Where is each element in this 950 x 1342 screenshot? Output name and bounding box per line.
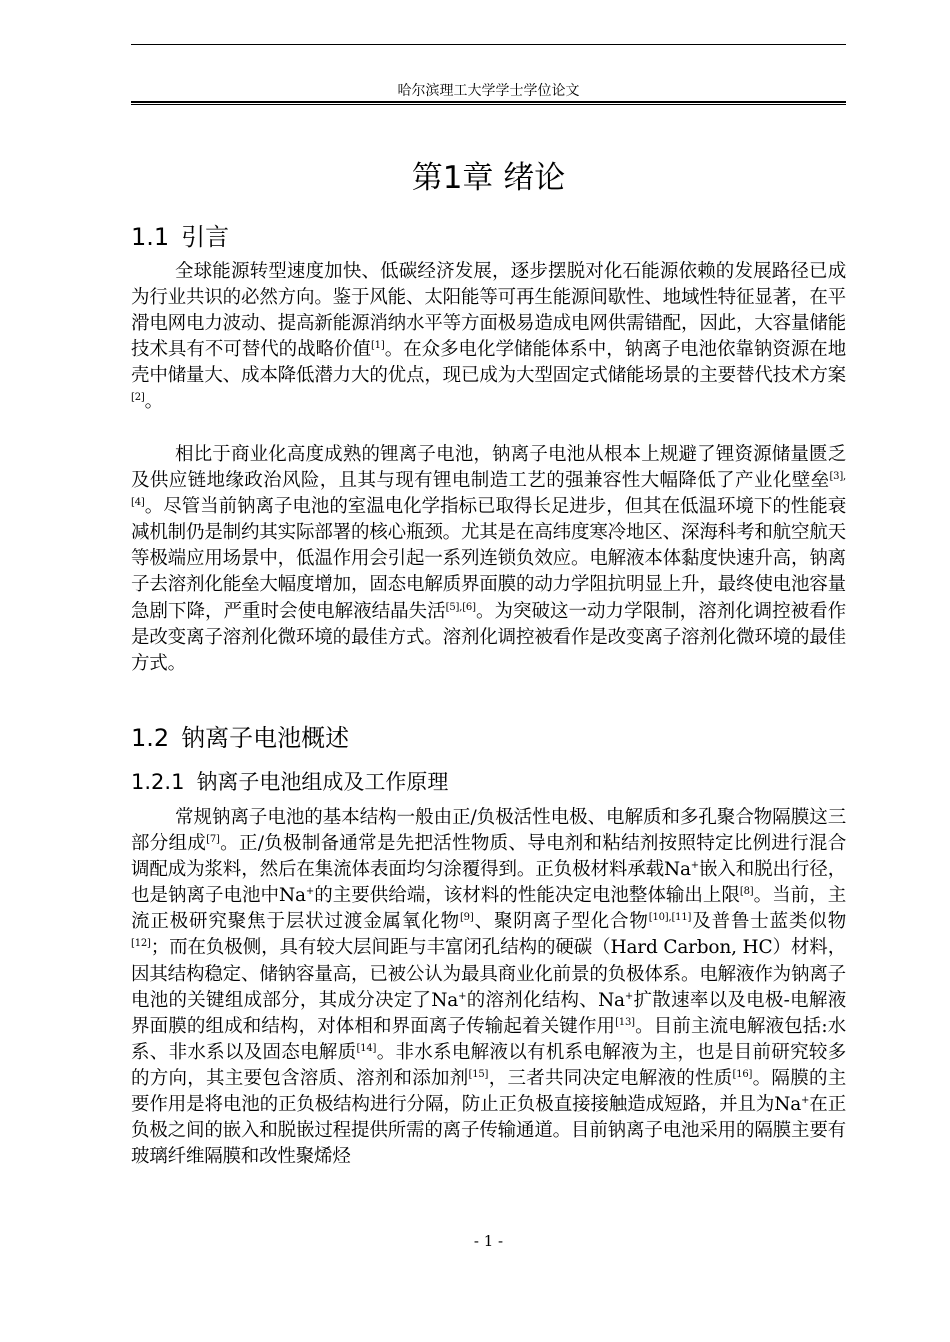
paragraph-text: 嵌入和脱出行径，也是钠离子电池中Na bbox=[131, 859, 846, 907]
page-number: - 1 - bbox=[473, 1232, 504, 1250]
citation: [16] bbox=[732, 1068, 753, 1080]
paragraph-text: ，三者共同决定电解液的性质 bbox=[488, 1067, 733, 1089]
paragraph-text: 。隔膜的主要作用是将电池的正负极结构进行分隔，防止正负极直接接触造成短路，并且为Na bbox=[131, 1067, 846, 1116]
section-number: 1.2.1 bbox=[131, 770, 185, 794]
paragraph-text: 相比于商业化高度成熟的锂离子电池，钠离子电池从根本上规避了锂资源储量匮乏及供应链地缘政治风险，且其与现有锂电制造工艺的强兼容性大幅降低了产业化壁垒 bbox=[131, 444, 846, 492]
citation: [2] bbox=[131, 392, 145, 404]
paragraph-text: 。为突破这一动力学限制，溶剂化调控被看作是改变离子溶剂化微环境的最佳方式。溶剂化调控被看作是改变离子溶剂化微环境的最佳方式。 bbox=[131, 600, 846, 674]
paragraph-text: ；而在负极侧，具有较大层间距与丰富闭孔结构的硬碳（Hard Carbon, HC）材料，因其结构稳定、储钠容量高，已被公认为最具商业化前景的负极体系。电解液作为钠离子电池的关键组成部分，其成分决定了Na bbox=[131, 937, 846, 1011]
citation: [8] bbox=[739, 886, 754, 898]
superscript-charge: + bbox=[458, 990, 467, 1002]
paragraph-text: 。尽管当前钠离子电池的室温电化学指标已取得长足进步，但其在低温环境下的性能衰减机制仍是制约其实际部署的核心瓶颈。尤其是在高纬度寒冷地区、深海科考和航空航天等极端应用场景中，低温作用会引起一系列连锁负效应。电解液本体黏度快速升高，钠离子去溶剂化能垒大幅度增加，固态电解质界面膜的动力学阻抗明显上升，最终使电池容量急剧下降，严重时会使电解液结晶失活 bbox=[131, 496, 846, 622]
citation: [9] bbox=[459, 912, 474, 924]
paragraph-text: 。正/负极制备通常是先把活性物质、导电剂和粘结剂按照特定比例进行混合调配成为浆料，然后在集流体表面均匀涂覆得到。正负极材料承载Na bbox=[131, 833, 846, 881]
section-heading-1-1 bbox=[131, 217, 229, 252]
citation: [7] bbox=[206, 834, 220, 846]
header-rule-thick bbox=[131, 101, 846, 103]
superscript-charge: + bbox=[624, 990, 634, 1002]
chapter-title: 第1章 绪论 bbox=[411, 160, 566, 196]
paragraph-text: 。当前，主流正极研究聚焦于层状过渡金属氧化物 bbox=[131, 885, 846, 933]
paragraph-text: 在正负极之间的嵌入和脱嵌过程提供所需的离子传输通道。目前钠离子电池采用的隔膜主要有玻璃纤维隔膜和改性聚烯烃 bbox=[131, 1094, 846, 1168]
paragraph-text: 。目前主流电解液包括:水系、非水系以及固态电解质 bbox=[131, 1015, 846, 1063]
paragraph-text: 。在众多电化学储能体系中，钠离子电池依靠钠资源在地壳中储量大、成本降低潜力大的优点，现已成为大型固定式储能场景的主要替代技术方案 bbox=[131, 339, 846, 387]
paragraph-text: 。非水系电解液以有机系电解液为主，也是目前研究较多的方向，其主要包含溶质、溶剂和添加剂 bbox=[131, 1041, 846, 1089]
section-number: 1.2 bbox=[131, 724, 170, 752]
citation: [10],[11] bbox=[648, 912, 692, 924]
paragraph-intro-2 bbox=[131, 442, 846, 677]
paragraph-text: 。 bbox=[144, 391, 163, 413]
citation: [15] bbox=[468, 1068, 489, 1080]
paragraph-text: 扩散速率以及电极-电解液界面膜的组成和结构，对体相和界面离子传输起着关键作用 bbox=[131, 989, 847, 1037]
citation: [13] bbox=[615, 1016, 635, 1028]
section-heading-1-2-1 bbox=[131, 766, 448, 796]
paragraph-text: 常规钠离子电池的基本结构一般由正/负极活性电极、电解质和多孔聚合物隔膜这三部分组成 bbox=[131, 807, 846, 855]
citation: [14] bbox=[356, 1042, 377, 1054]
paragraph-text: 、聚阴离子型化合物 bbox=[473, 911, 649, 933]
paragraph-text: 的主要供给端，该材料的性能决定电池整体输出上限 bbox=[314, 885, 740, 907]
running-header: 哈尔滨理工大学学士学位论文 bbox=[397, 83, 580, 99]
section-number: 1.1 bbox=[131, 223, 170, 251]
citation: [3],[4] bbox=[131, 471, 846, 509]
citation: [1] bbox=[370, 340, 385, 352]
paragraph-composition bbox=[131, 805, 846, 1170]
superscript-charge: + bbox=[801, 1095, 810, 1107]
superscript-charge: + bbox=[690, 860, 699, 872]
paragraph-text: 及普鲁士蓝类似物 bbox=[691, 911, 847, 933]
citation: [5],[6] bbox=[445, 601, 476, 613]
section-heading-1-2 bbox=[131, 718, 349, 753]
section-title: 引言 bbox=[181, 223, 230, 251]
section-title: 钠离子电池概述 bbox=[181, 724, 350, 752]
header-rule-thin bbox=[131, 104, 846, 105]
paragraph-text: 全球能源转型速度加快、低碳经济发展，逐步摆脱对化石能源依赖的发展路径已成为行业共识的必然方向。鉴于风能、太阳能等可再生能源间歇性、地域性特征显著，在平滑电网电力波动、提高新能源消纳水平等方面极易造成电网供需错配，因此，大容量储能技术具有不可替代的战略价值 bbox=[131, 261, 846, 361]
paragraph-text: 的溶剂化结构、Na bbox=[466, 989, 625, 1011]
superscript-charge: + bbox=[305, 886, 315, 898]
paragraph-intro-1 bbox=[131, 259, 846, 416]
citation: [12] bbox=[131, 938, 151, 950]
header-rule-top bbox=[131, 44, 846, 45]
section-title: 钠离子电池组成及工作原理 bbox=[196, 770, 449, 794]
